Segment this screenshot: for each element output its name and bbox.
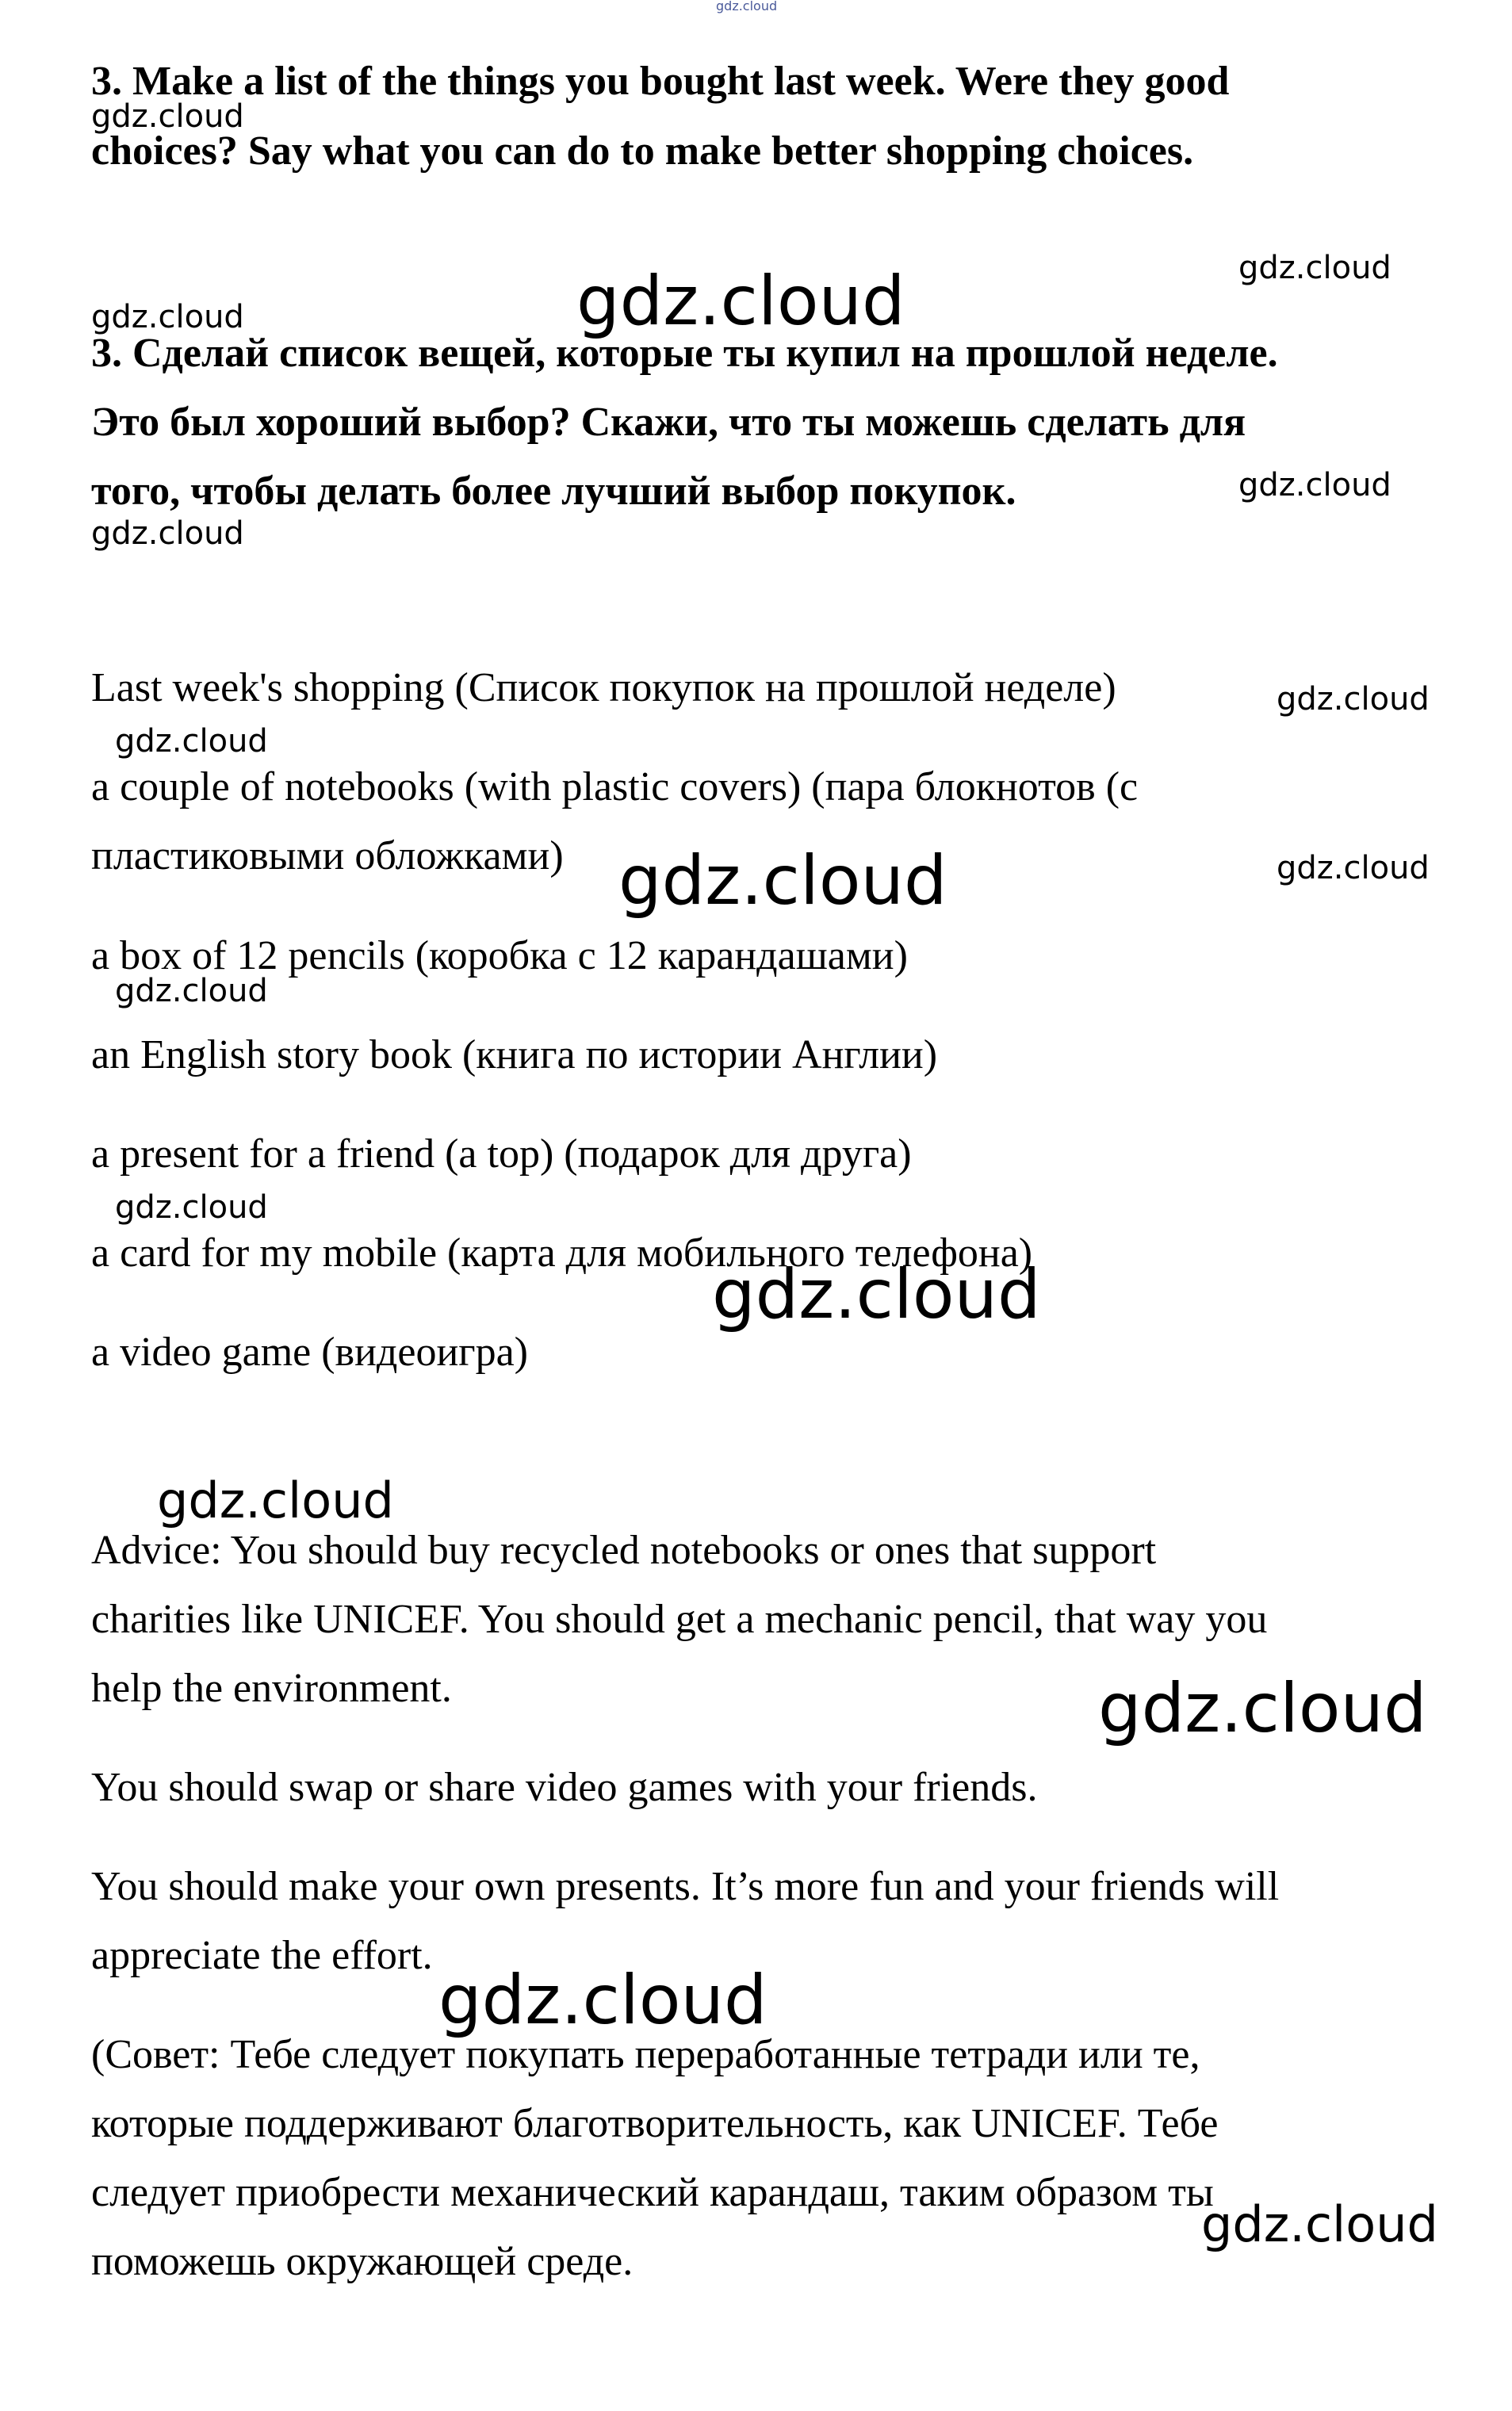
watermark: gdz.cloud xyxy=(1277,681,1430,718)
advice-ru-line: которые поддерживают благотворительность, как UNICEF. Тебе xyxy=(91,2101,1219,2146)
task-en-line-2: choices? Say what you can do to make better shopping choices. xyxy=(91,128,1194,174)
advice-line: You should make your own presents. It’s more fun and your friends will xyxy=(91,1864,1280,1909)
shopping-title: Last week's shopping (Список покупок на прошлой неделе) xyxy=(91,665,1116,710)
watermark: gdz.cloud xyxy=(618,841,947,920)
advice-ru-line: (Совет: Тебе следует покупать переработанные тетради или те, xyxy=(91,2032,1200,2077)
advice-line: appreciate the effort. xyxy=(91,1933,433,1978)
watermark: gdz.cloud xyxy=(716,0,778,13)
advice-ru-line: поможешь окружающей среде. xyxy=(91,2239,634,2284)
advice-line: Advice: You should buy recycled notebooks or ones that support xyxy=(91,1528,1157,1573)
watermark: gdz.cloud xyxy=(1238,467,1391,503)
advice-line: You should swap or share video games with your friends. xyxy=(91,1765,1038,1810)
watermark: gdz.cloud xyxy=(115,973,268,1009)
watermark: gdz.cloud xyxy=(1277,850,1430,886)
watermark: gdz.cloud xyxy=(91,98,244,135)
task-ru-line-1: 3. Сделай список вещей, которые ты купил на прошлой неделе. xyxy=(91,331,1278,376)
advice-line: help the environment. xyxy=(91,1666,452,1711)
watermark: gdz.cloud xyxy=(115,723,268,760)
watermark: gdz.cloud xyxy=(91,515,244,552)
watermark: gdz.cloud xyxy=(1201,2195,1438,2253)
shopping-item: a video game (видеоигра) xyxy=(91,1330,529,1375)
watermark: gdz.cloud xyxy=(438,1961,767,2040)
advice-line: charities like UNICEF. You should get a mechanic pencil, that way you xyxy=(91,1597,1268,1642)
watermark: gdz.cloud xyxy=(712,1255,1041,1334)
advice-ru-line: следует приобрести механический карандаш, таким образом ты xyxy=(91,2170,1214,2215)
task-ru-line-3: того, чтобы делать более лучший выбор покупок. xyxy=(91,469,1016,514)
watermark: gdz.cloud xyxy=(1098,1669,1427,1748)
watermark: gdz.cloud xyxy=(115,1189,268,1226)
shopping-item: a present for a friend (a top) (подарок для друга) xyxy=(91,1131,912,1177)
watermark: gdz.cloud xyxy=(576,262,905,341)
watermark: gdz.cloud xyxy=(91,299,244,335)
shopping-item: a couple of notebooks (with plastic covers) (пара блокнотов (с xyxy=(91,764,1139,809)
task-en-line-1: 3. Make a list of the things you bought last week. Were they good xyxy=(91,59,1230,104)
shopping-item: a box of 12 pencils (коробка с 12 карандашами) xyxy=(91,933,908,978)
shopping-item: an English story book (книга по истории Англии) xyxy=(91,1032,938,1077)
shopping-item: пластиковыми обложками) xyxy=(91,833,564,878)
watermark: gdz.cloud xyxy=(157,1471,394,1529)
task-ru-line-2: Это был хороший выбор? Скажи, что ты можешь сделать для xyxy=(91,400,1246,445)
shopping-item: a card for my mobile (карта для мобильного телефона) xyxy=(91,1230,1033,1276)
watermark: gdz.cloud xyxy=(1238,250,1391,286)
